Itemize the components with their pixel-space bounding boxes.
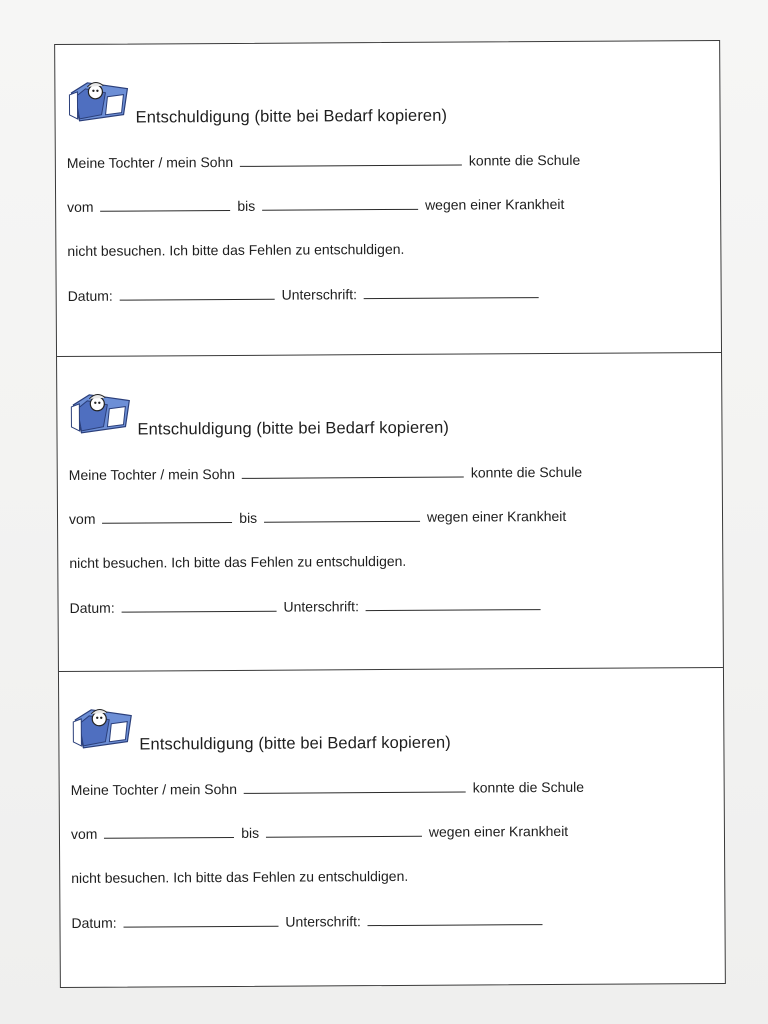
sick-child-in-bed-icon xyxy=(67,387,135,437)
date-signature-line xyxy=(68,285,542,304)
text-suffix: konnte die Schule xyxy=(470,463,583,481)
to-date-field[interactable] xyxy=(264,509,420,523)
signature-field[interactable] xyxy=(366,597,541,611)
child-name-line xyxy=(67,152,580,171)
slip-title: Entschuldigung (bitte bei Bedarf kopieren) xyxy=(137,418,450,439)
child-name-field[interactable] xyxy=(242,465,464,479)
text-prefix: Meine Tochter / mein Sohn xyxy=(70,780,238,798)
signature-field[interactable] xyxy=(368,912,543,926)
excuse-text: nicht besuchen. Ich bitte das Fehlen zu entschuldigen. xyxy=(69,552,407,571)
label-from: vom xyxy=(67,198,94,215)
date-signature-line xyxy=(71,912,545,931)
to-date-field[interactable] xyxy=(266,824,422,838)
date-label: Datum: xyxy=(67,287,113,304)
sick-child-in-bed-icon xyxy=(69,702,137,752)
label-reason: wegen einer Krankheit xyxy=(424,195,565,213)
label-to: bis xyxy=(241,824,260,841)
excuse-text: nicht besuchen. Ich bitte das Fehlen zu entschuldigen. xyxy=(67,240,405,259)
signature-field[interactable] xyxy=(364,285,539,299)
excuse-slip-1 xyxy=(55,41,721,356)
child-name-field[interactable] xyxy=(240,153,462,167)
date-field[interactable] xyxy=(122,599,277,613)
text-suffix: konnte die Schule xyxy=(468,151,581,169)
text-prefix: Meine Tochter / mein Sohn xyxy=(68,465,236,483)
label-from: vom xyxy=(68,510,96,527)
date-field[interactable] xyxy=(123,914,278,928)
signature-label: Unterschrift: xyxy=(283,598,359,615)
text-prefix: Meine Tochter / mein Sohn xyxy=(66,153,234,171)
text-suffix: konnte die Schule xyxy=(472,778,585,796)
label-to: bis xyxy=(239,509,258,526)
date-range-line xyxy=(69,508,566,527)
signature-label: Unterschrift: xyxy=(285,913,361,930)
child-name-line xyxy=(71,779,584,798)
to-date-field[interactable] xyxy=(262,197,418,211)
excuse-text: nicht besuchen. Ich bitte das Fehlen zu entschuldigen. xyxy=(71,867,409,886)
slip-title: Entschuldigung (bitte bei Bedarf kopieren) xyxy=(135,106,448,127)
date-signature-line xyxy=(70,597,544,616)
sick-child-in-bed-icon xyxy=(65,75,133,125)
child-name-field[interactable] xyxy=(244,780,466,794)
label-reason: wegen einer Krankheit xyxy=(426,507,567,525)
excuse-slip-3 xyxy=(59,667,725,987)
excuse-form-sheet xyxy=(54,40,726,988)
excuse-slip-2 xyxy=(57,352,723,671)
child-name-line xyxy=(69,464,582,483)
date-label: Datum: xyxy=(69,599,115,616)
from-date-field[interactable] xyxy=(100,198,230,212)
from-date-field[interactable] xyxy=(104,825,234,839)
date-field[interactable] xyxy=(120,287,275,301)
from-date-field[interactable] xyxy=(102,510,232,524)
date-range-line xyxy=(67,196,564,215)
date-range-line xyxy=(71,823,568,842)
label-from: vom xyxy=(70,825,98,842)
label-to: bis xyxy=(237,197,256,214)
signature-label: Unterschrift: xyxy=(281,286,358,303)
label-reason: wegen einer Krankheit xyxy=(428,822,569,840)
slip-title: Entschuldigung (bitte bei Bedarf kopieren) xyxy=(139,733,451,754)
date-label: Datum: xyxy=(71,914,117,931)
